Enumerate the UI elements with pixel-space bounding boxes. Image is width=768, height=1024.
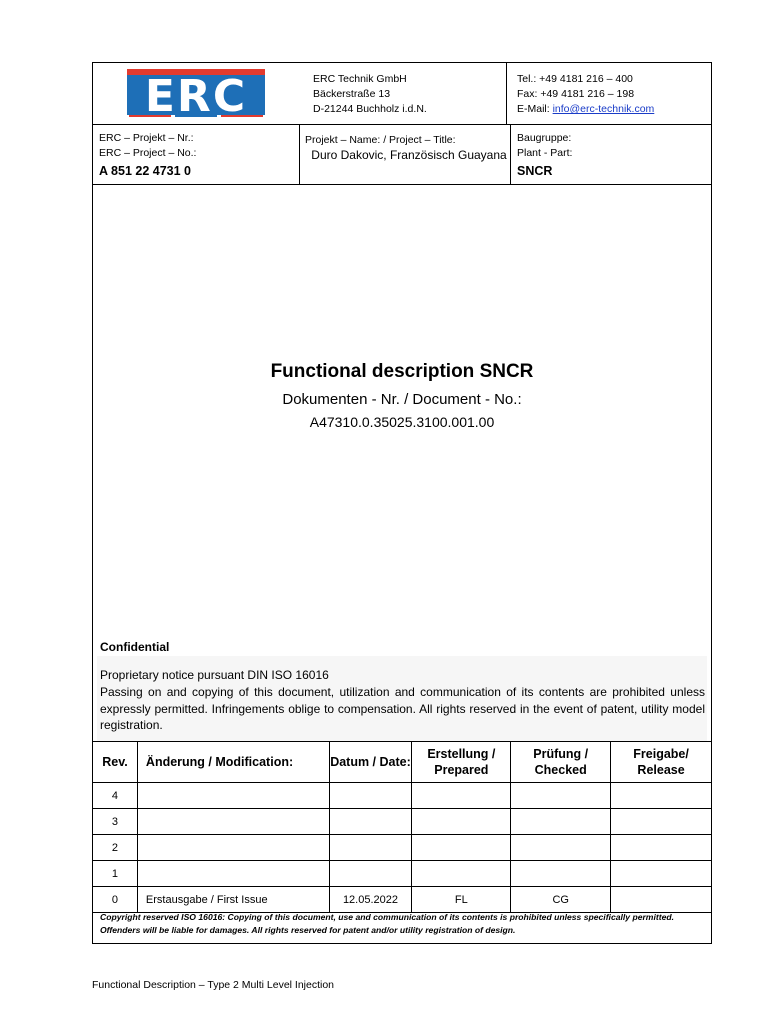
project-number-cell — [99, 131, 196, 179]
header-prepared: Erstellung / Prepared — [412, 742, 511, 783]
cell-checked — [511, 835, 611, 861]
cell-date — [329, 861, 412, 887]
document-cover-sheet — [92, 62, 712, 944]
document-number: A47310.0.35025.3100.001.00 — [309, 414, 495, 430]
plant-part: SNCR — [517, 164, 553, 178]
document-title: Functional description SNCR — [270, 361, 534, 382]
project-number-label-de: ERC – Projekt – Nr.: — [99, 132, 194, 144]
cell-release — [611, 887, 712, 913]
cell-checked — [511, 809, 611, 835]
company-street: Bäckerstraße 13 — [313, 88, 391, 100]
page-footer: Functional Description – Type 2 Multi Level Injection — [92, 979, 335, 991]
header-company-row — [93, 63, 711, 125]
company-city: D-21244 Buchholz i.d.N. — [313, 103, 427, 115]
project-divider-1 — [299, 125, 300, 184]
company-contact — [517, 72, 654, 117]
contact-tel: Tel.: +49 4181 216 – 400 — [517, 73, 633, 85]
cell-date — [329, 783, 412, 809]
copyright-notice: Copyright reserved ISO 16016: Copying of this document, use and communication of its contents is prohibited unless specifically permitted. Offenders will be liable for damages. All rights reserved for patent and/or utility registration of design. — [100, 912, 674, 935]
cell-rev: 2 — [93, 835, 138, 861]
contact-email-label: E-Mail: — [517, 103, 553, 115]
erc-logo — [127, 69, 265, 119]
revision-table — [92, 741, 712, 913]
notice-title: Proprietary notice pursuant DIN ISO 16016 — [100, 668, 329, 682]
cell-checked: CG — [511, 887, 611, 913]
cell-modification — [137, 809, 329, 835]
contact-email-line — [517, 102, 654, 117]
table-row — [93, 809, 712, 835]
table-row — [93, 783, 712, 809]
cell-prepared — [412, 783, 511, 809]
cell-prepared: FL — [412, 887, 511, 913]
header-date: Datum / Date: — [329, 742, 412, 783]
cell-rev: 0 — [93, 887, 138, 913]
project-name-label: Projekt – Name: / Project – Title: — [305, 134, 456, 146]
cell-checked — [511, 783, 611, 809]
plant-part-label-de: Baugruppe: — [517, 132, 572, 144]
table-row — [93, 835, 712, 861]
header-divider — [506, 63, 507, 124]
cell-release — [611, 783, 712, 809]
revision-header-row — [93, 742, 712, 783]
confidential-label: Confidential — [100, 640, 170, 654]
cell-modification — [137, 861, 329, 887]
header-rev: Rev. — [93, 742, 138, 783]
cell-prepared — [412, 861, 511, 887]
cell-rev: 3 — [93, 809, 138, 835]
company-name: ERC Technik GmbH — [313, 73, 407, 85]
cell-prepared — [412, 809, 511, 835]
cell-prepared — [412, 835, 511, 861]
project-number-label-en: ERC – Project – No.: — [99, 147, 197, 159]
cell-release — [611, 835, 712, 861]
cell-modification — [137, 783, 329, 809]
cell-date: 12.05.2022 — [329, 887, 412, 913]
notice-body: Passing on and copying of this document, utilization and communication of its contents are prohibited unless expressly permitted. Infringements oblige to compensation. All rights reserved in the event of patent, utility model registration. — [100, 685, 705, 732]
header-project-row — [93, 125, 711, 185]
document-number-label: Dokumenten - Nr. / Document - No.: — [282, 391, 522, 408]
cell-modification: Erstausgabe / First Issue — [137, 887, 329, 913]
header-modification: Änderung / Modification: — [137, 742, 329, 783]
cell-date — [329, 809, 412, 835]
cell-checked — [511, 861, 611, 887]
svg-text:ERC: ERC — [144, 71, 248, 119]
cell-rev: 4 — [93, 783, 138, 809]
table-row — [93, 861, 712, 887]
table-row — [93, 887, 712, 913]
cell-modification — [137, 835, 329, 861]
header-checked: Prüfung / Checked — [511, 742, 611, 783]
plant-part-cell — [517, 131, 572, 179]
plant-part-label-en: Plant - Part: — [517, 147, 573, 159]
contact-fax: Fax: +49 4181 216 – 198 — [517, 88, 635, 100]
cell-date — [329, 835, 412, 861]
cell-release — [611, 861, 712, 887]
document-title-block — [93, 361, 711, 430]
project-name: Duro Dakovic, Französisch Guayana — [311, 148, 507, 162]
contact-email-link[interactable]: info@erc-technik.com — [552, 103, 655, 115]
header-release: Freigabe/ Release — [611, 742, 712, 783]
project-divider-2 — [510, 125, 511, 184]
cell-rev: 1 — [93, 861, 138, 887]
cell-release — [611, 809, 712, 835]
project-number: A 851 22 4731 0 — [99, 164, 191, 178]
company-address — [313, 72, 427, 117]
